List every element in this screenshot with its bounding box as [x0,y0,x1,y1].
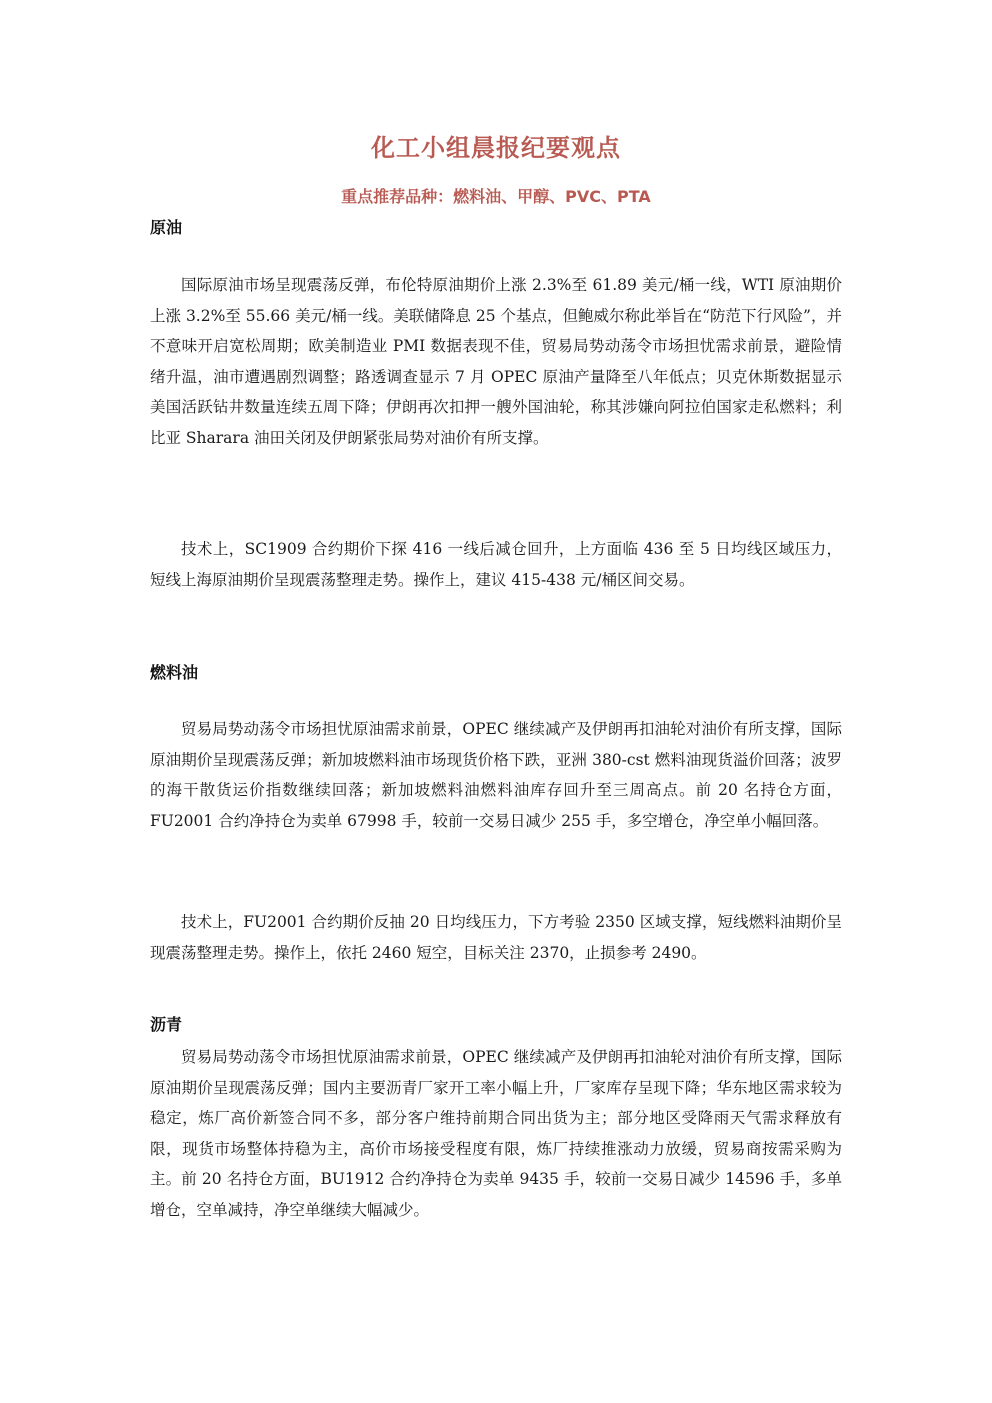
section-crude-oil-technical [150,534,842,595]
section-crude-oil-body [150,270,842,453]
section-heading: 燃料油 [150,663,199,682]
paragraph: 技术上，SC1909 合约期价下探 416 一线后减仓回升，上方面临 436 至 5 日均线区域压力，短线上海原油期价呈现震荡整理走势。操作上，建议 415-438 元/桶区间交易。 [150,540,842,589]
document-subtitle: 重点推荐品种：燃料油、甲醇、PVC、PTA [341,187,651,206]
section-asphalt-body [150,1042,842,1225]
section-fuel-oil [150,661,842,685]
section-crude-oil [150,216,842,240]
paragraph: 贸易局势动荡令市场担忧原油需求前景，OPEC 继续减产及伊朗再扣油轮对油价有所支撑，国际原油期价呈现震荡反弹；新加坡燃料油市场现货价格下跌，亚洲 380-cst 燃料油现货溢价回落；波罗的海干散货运价指数继续回落；新加坡燃料油燃料油库存回升至三周高点。前 20 名持仓方面，FU2001 合约净持仓为卖单 67998 手，较前一交易日减少 255 手，多空增仓，净空单小幅回落。 [150,720,842,830]
section-heading: 沥青 [150,1015,183,1034]
document-title: 化工小组晨报纪要观点 [371,134,621,162]
paragraph: 技术上，FU2001 合约期价反抽 20 日均线压力，下方考验 2350 区域支撑，短线燃料油期价呈现震荡整理走势。操作上，依托 2460 短空，目标关注 2370，止损参考 2490。 [150,913,842,962]
section-asphalt [150,1013,842,1037]
section-heading: 原油 [150,218,183,237]
paragraph: 国际原油市场呈现震荡反弹，布伦特原油期价上涨 2.3%至 61.89 美元/桶一线，WTI 原油期价上涨 3.2%至 55.66 美元/桶一线。美联储降息 25 个基点，但鲍威尔称此举旨在“防范下行风险”，并不意味开启宽松周期；欧美制造业 PMI 数据表现不佳，贸易局势动荡令市场担忧需求前景，避险情绪升温，油市遭遇剧烈调整；路透调查显示 7 月 OPEC 原油产量降至八年低点；贝克休斯数据显示美国活跃钻井数量连续五周下降；伊朗再次扣押一艘外国油轮，称其涉嫌向阿拉伯国家走私燃料；利比亚 Sharara 油田关闭及伊朗紧张局势对油价有所支撑。 [150,276,842,447]
paragraph: 贸易局势动荡令市场担忧原油需求前景，OPEC 继续减产及伊朗再扣油轮对油价有所支撑，国际原油期价呈现震荡反弹；国内主要沥青厂家开工率小幅上升，厂家库存呈现下降；华东地区需求较为稳定，炼厂高价新签合同不多，部分客户维持前期合同出货为主；部分地区受降雨天气需求释放有限，现货市场整体持稳为主，高价市场接受程度有限，炼厂持续推涨动力放缓，贸易商按需采购为主。前 20 名持仓方面，BU1912 合约净持仓为卖单 9435 手，较前一交易日减少 14596 手，多单增仓，空单减持，净空单继续大幅减少。 [150,1048,842,1219]
section-fuel-oil-body [150,714,842,836]
section-fuel-oil-technical [150,907,842,968]
